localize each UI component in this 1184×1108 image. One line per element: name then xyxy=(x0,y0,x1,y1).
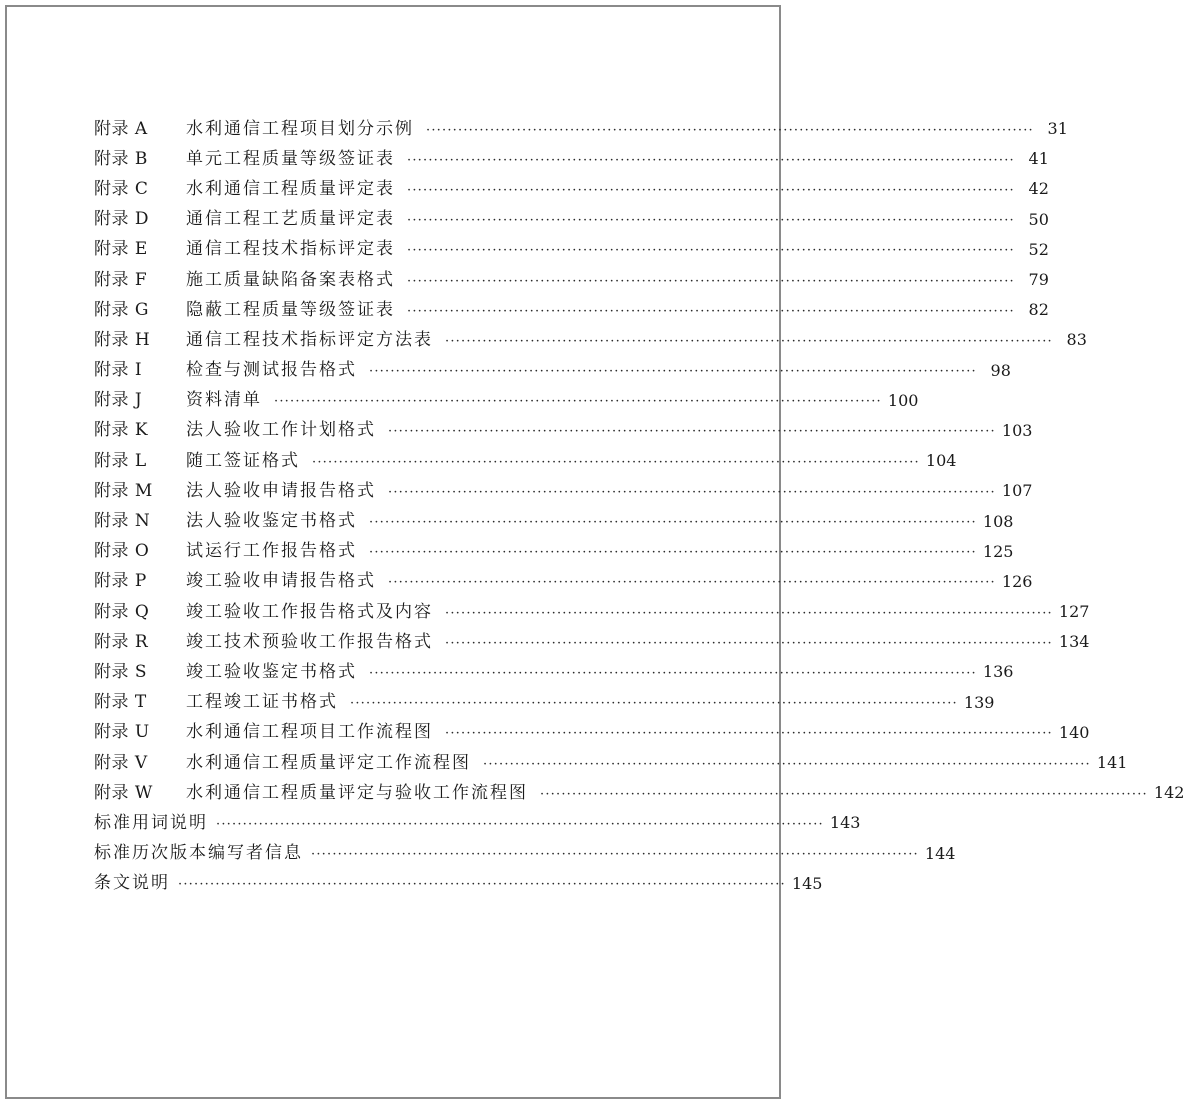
toc-entry-label: 附录 D xyxy=(94,209,150,230)
toc-entry-label: 附录 F xyxy=(94,269,148,290)
toc-entry-title: 水利通信工程质量评定工作流程图 xyxy=(186,752,471,773)
toc-dot-leader: ·················································································································· xyxy=(445,726,1053,742)
toc-entry[interactable] xyxy=(94,446,957,476)
toc-entry-page-number: 134 xyxy=(1058,632,1090,652)
toc-entry[interactable] xyxy=(94,205,1049,235)
toc-entry[interactable] xyxy=(94,688,995,718)
toc-dot-leader: ·················································································································· xyxy=(407,152,1015,168)
toc-entry-title: 资料清单 xyxy=(186,390,262,411)
toc-entry[interactable] xyxy=(94,265,1049,295)
toc-entry-label: 附录 G xyxy=(94,299,149,320)
toc-dot-leader: ·················································································································· xyxy=(369,515,977,531)
toc-dot-leader: ·················································································································· xyxy=(407,213,1015,229)
toc-entry-title: 水利通信工程项目划分示例 xyxy=(186,118,414,139)
toc-entry-title: 水利通信工程质量评定表 xyxy=(186,178,395,199)
toc-entry[interactable] xyxy=(94,325,1087,355)
toc-entry[interactable] xyxy=(94,869,823,899)
toc-entry-page-number: 50 xyxy=(1028,209,1049,229)
toc-entry[interactable] xyxy=(94,748,1128,778)
toc-entry-page-number: 83 xyxy=(1066,330,1087,350)
toc-entry[interactable] xyxy=(94,537,1014,567)
toc-entry-title: 标准用词说明 xyxy=(94,812,208,833)
toc-entry-page-number: 103 xyxy=(1001,420,1033,440)
toc-entry-label: 附录 A xyxy=(94,118,148,139)
toc-entry-page-number: 143 xyxy=(829,813,861,833)
toc-dot-leader: ·················································································································· xyxy=(369,364,977,380)
toc-entry[interactable] xyxy=(94,416,1033,446)
toc-entry[interactable] xyxy=(94,114,1068,144)
toc-entry[interactable] xyxy=(94,718,1090,748)
toc-entry-page-number: 52 xyxy=(1028,239,1049,259)
toc-entry-page-number: 140 xyxy=(1058,722,1090,742)
toc-entry-label: 附录 E xyxy=(94,239,148,260)
toc-entry-page-number: 139 xyxy=(963,692,995,712)
toc-entry[interactable] xyxy=(94,386,919,416)
toc-dot-leader: ·················································································································· xyxy=(388,575,996,591)
toc-dot-leader: ·················································································································· xyxy=(426,122,1034,138)
toc-dot-leader: ·················································································································· xyxy=(216,816,824,832)
toc-entry-title: 法人验收鉴定书格式 xyxy=(186,511,357,532)
toc-entry-label: 附录 U xyxy=(94,722,150,743)
toc-entry-title: 检查与测试报告格式 xyxy=(186,360,357,381)
toc-entry-label: 附录 P xyxy=(94,571,147,592)
toc-entry-page-number: 98 xyxy=(990,360,1011,380)
toc-dot-leader: ·················································································································· xyxy=(445,635,1053,651)
toc-dot-leader: ·················································································································· xyxy=(407,243,1015,259)
toc-entry-label: 附录 T xyxy=(94,692,147,713)
toc-entry-page-number: 144 xyxy=(924,843,956,863)
toc-dot-leader: ·················································································································· xyxy=(388,484,996,500)
toc-dot-leader: ·················································································································· xyxy=(350,696,958,712)
toc-entry[interactable] xyxy=(94,567,1033,597)
toc-entry[interactable] xyxy=(94,235,1049,265)
toc-entry[interactable] xyxy=(94,778,1184,808)
toc-entry[interactable] xyxy=(94,808,861,838)
toc-entry-title: 工程竣工证书格式 xyxy=(186,692,338,713)
toc-entry-title: 通信工程技术指标评定表 xyxy=(186,239,395,260)
toc-entry[interactable] xyxy=(94,174,1049,204)
toc-entry-page-number: 82 xyxy=(1028,300,1049,320)
toc-dot-leader: ·················································································································· xyxy=(178,877,786,893)
toc-entry-label: 附录 H xyxy=(94,329,151,350)
toc-entry-page-number: 141 xyxy=(1096,753,1128,773)
toc-entry-title: 随工签证格式 xyxy=(186,450,300,471)
toc-entry-page-number: 41 xyxy=(1028,149,1049,169)
toc-entry-title: 水利通信工程项目工作流程图 xyxy=(186,722,433,743)
toc-entry-label: 附录 N xyxy=(94,511,151,532)
toc-entry-label: 附录 C xyxy=(94,178,149,199)
toc-entry-page-number: 142 xyxy=(1153,783,1184,803)
toc-entry[interactable] xyxy=(94,627,1090,657)
toc-entry-page-number: 42 xyxy=(1028,179,1049,199)
toc-dot-leader: ·················································································································· xyxy=(369,545,977,561)
toc-dot-leader: ·················································································································· xyxy=(388,424,996,440)
toc-dot-leader: ·················································································································· xyxy=(311,847,919,863)
toc-dot-leader: ·················································································································· xyxy=(445,605,1053,621)
toc-entry-page-number: 100 xyxy=(887,390,919,410)
toc-entry-title: 水利通信工程质量评定与验收工作流程图 xyxy=(186,782,528,803)
toc-entry[interactable] xyxy=(94,476,1033,506)
toc-entry[interactable] xyxy=(94,144,1049,174)
toc-entry-page-number: 104 xyxy=(925,451,957,471)
toc-entry-page-number: 107 xyxy=(1001,481,1033,501)
toc-entry-title: 通信工程技术指标评定方法表 xyxy=(186,329,433,350)
toc-entry-label: 附录 W xyxy=(94,782,153,803)
toc-entry-label: 附录 V xyxy=(94,752,148,773)
toc-dot-leader: ·················································································································· xyxy=(483,756,1091,772)
toc-entry-label: 附录 R xyxy=(94,631,149,652)
toc-entry-label: 附录 L xyxy=(94,450,147,471)
toc-entry-title: 标准历次版本编写者信息 xyxy=(94,843,303,864)
toc-entry-page-number: 126 xyxy=(1001,571,1033,591)
toc-entry-page-number: 125 xyxy=(982,541,1014,561)
toc-dot-leader: ·················································································································· xyxy=(407,273,1015,289)
toc-dot-leader: ·················································································································· xyxy=(274,394,882,410)
toc-entry-page-number: 145 xyxy=(791,873,823,893)
toc-entry-title: 施工质量缺陷备案表格式 xyxy=(186,269,395,290)
toc-dot-leader: ·················································································································· xyxy=(312,454,920,470)
toc-entry-title: 通信工程工艺质量评定表 xyxy=(186,209,395,230)
table-of-contents xyxy=(94,114,1184,899)
toc-entry-label: 附录 Q xyxy=(94,601,150,622)
toc-entry[interactable] xyxy=(94,839,956,869)
toc-entry[interactable] xyxy=(94,657,1014,687)
toc-entry-title: 竣工验收鉴定书格式 xyxy=(186,661,357,682)
toc-entry-label: 附录 M xyxy=(94,480,153,501)
toc-dot-leader: ·················································································································· xyxy=(407,303,1015,319)
toc-entry[interactable] xyxy=(94,295,1049,325)
toc-entry-label: 附录 S xyxy=(94,661,148,682)
toc-entry-page-number: 136 xyxy=(982,662,1014,682)
toc-entry-label: 附录 K xyxy=(94,420,149,441)
toc-entry-label: 附录 J xyxy=(94,390,143,411)
toc-dot-leader: ·················································································································· xyxy=(369,665,977,681)
toc-entry-title: 试运行工作报告格式 xyxy=(186,541,357,562)
toc-entry-title: 竣工验收申请报告格式 xyxy=(186,571,376,592)
toc-entry-label: 附录 B xyxy=(94,148,148,169)
toc-entry[interactable] xyxy=(94,506,1014,536)
toc-entry[interactable] xyxy=(94,597,1090,627)
toc-entry[interactable] xyxy=(94,356,1011,386)
toc-entry-title: 条文说明 xyxy=(94,873,170,894)
toc-entry-title: 法人验收工作计划格式 xyxy=(186,420,376,441)
toc-entry-title: 竣工技术预验收工作报告格式 xyxy=(186,631,433,652)
toc-entry-title: 竣工验收工作报告格式及内容 xyxy=(186,601,433,622)
toc-entry-page-number: 79 xyxy=(1028,270,1049,290)
toc-entry-label: 附录 I xyxy=(94,360,143,381)
toc-entry-page-number: 108 xyxy=(982,511,1014,531)
toc-entry-page-number: 31 xyxy=(1047,119,1068,139)
toc-dot-leader: ·················································································································· xyxy=(407,182,1015,198)
toc-entry-title: 法人验收申请报告格式 xyxy=(186,480,376,501)
toc-entry-title: 隐蔽工程质量等级签证表 xyxy=(186,299,395,320)
toc-dot-leader: ·················································································································· xyxy=(540,786,1148,802)
toc-entry-label: 附录 O xyxy=(94,541,150,562)
toc-entry-page-number: 127 xyxy=(1058,602,1090,622)
toc-entry-title: 单元工程质量等级签证表 xyxy=(186,148,395,169)
toc-dot-leader: ·················································································································· xyxy=(445,333,1053,349)
